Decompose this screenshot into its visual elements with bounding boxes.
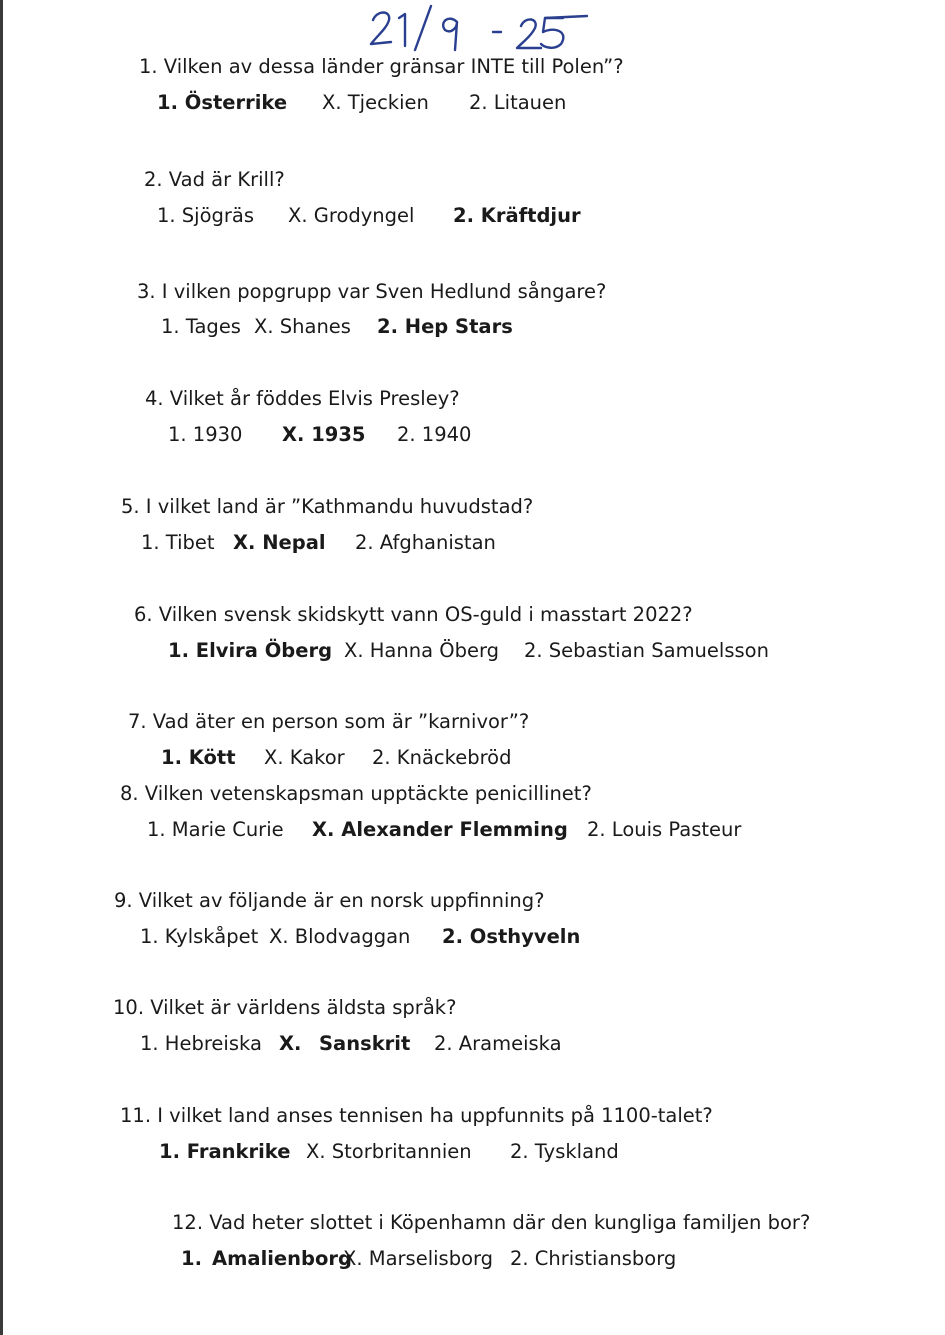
question-6: 6. Vilken svensk skidskytt vann OS-guld i masstart 2022? xyxy=(134,603,693,626)
option-2: 2. Christiansborg xyxy=(510,1247,677,1270)
option-1: 1. Tages xyxy=(161,315,241,338)
option-1: 1. Österrike xyxy=(157,91,288,114)
option-2: 2. Litauen xyxy=(469,91,567,114)
question-12: 12. Vad heter slottet i Köpenhamn där den kungliga familjen bor? xyxy=(172,1211,811,1234)
option-1: 1. Frankrike xyxy=(159,1140,291,1163)
option-x: X. Shanes xyxy=(254,315,351,338)
option-2: 2. Louis Pasteur xyxy=(587,818,742,841)
question-7: 7. Vad äter en person som är ”karnivor”? xyxy=(128,710,530,733)
option-1: 1. Kylskåpet xyxy=(140,925,259,948)
option-2: 2. Knäckebröd xyxy=(372,746,512,769)
option-x: X. Blodvaggan xyxy=(269,925,411,948)
question-1: 1. Vilken av dessa länder gränsar INTE till Polen”? xyxy=(139,55,624,78)
option-x: X. Hanna Öberg xyxy=(344,639,500,662)
option-x: X. Marselisborg xyxy=(343,1247,494,1270)
option-2: 2. 1940 xyxy=(397,423,472,446)
option-1: 1. Elvira Öberg xyxy=(168,639,333,662)
option-1: 1. 1930 xyxy=(168,423,243,446)
handwritten-date-drawing xyxy=(365,2,595,54)
question-3: 3. I vilken popgrupp var Sven Hedlund sångare? xyxy=(137,280,607,303)
question-5: 5. I vilket land är ”Kathmandu huvudstad? xyxy=(121,495,534,518)
option-1: 1. Tibet xyxy=(141,531,215,554)
option-1: 1. Sjögräs xyxy=(157,204,255,227)
option-2: 2. Hep Stars xyxy=(377,315,513,338)
option-2: 2. Arameiska xyxy=(434,1032,562,1055)
option-1: 1. Kött xyxy=(161,746,236,769)
option-1: 1. Marie Curie xyxy=(147,818,284,841)
page-edge xyxy=(0,0,3,1335)
option-x: Sanskrit xyxy=(319,1032,411,1055)
question-11: 11. I vilket land anses tennisen ha uppfunnits på 1100-talet? xyxy=(120,1104,713,1127)
question-9: 9. Vilket av följande är en norsk uppfinning? xyxy=(114,889,545,912)
handwritten-date xyxy=(365,2,595,54)
question-2: 2. Vad är Krill? xyxy=(144,168,285,191)
option-1: 1. Hebreiska xyxy=(140,1032,262,1055)
option-2: 2. Sebastian Samuelsson xyxy=(524,639,769,662)
option-x: X. Kakor xyxy=(264,746,345,769)
question-8: 8. Vilken vetenskapsman upptäckte penicillinet? xyxy=(120,782,592,805)
option-x: X. Tjeckien xyxy=(322,91,429,114)
option-x: X. 1935 xyxy=(282,423,366,446)
option-x: X. Storbritannien xyxy=(306,1140,472,1163)
option-1: Amalienborg xyxy=(212,1247,352,1270)
option-2: 2. Kräftdjur xyxy=(453,204,581,227)
option-x: X. Nepal xyxy=(233,531,326,554)
option-x: X. Alexander Flemming xyxy=(312,818,568,841)
option-x-marker: X. xyxy=(279,1032,302,1055)
option-2: 2. Afghanistan xyxy=(355,531,496,554)
question-4: 4. Vilket år föddes Elvis Presley? xyxy=(145,387,460,410)
question-10: 10. Vilket är världens äldsta språk? xyxy=(113,996,457,1019)
option-1-marker: 1. xyxy=(181,1247,202,1270)
option-x: X. Grodyngel xyxy=(288,204,415,227)
option-2: 2. Tyskland xyxy=(510,1140,619,1163)
option-2: 2. Osthyveln xyxy=(442,925,581,948)
